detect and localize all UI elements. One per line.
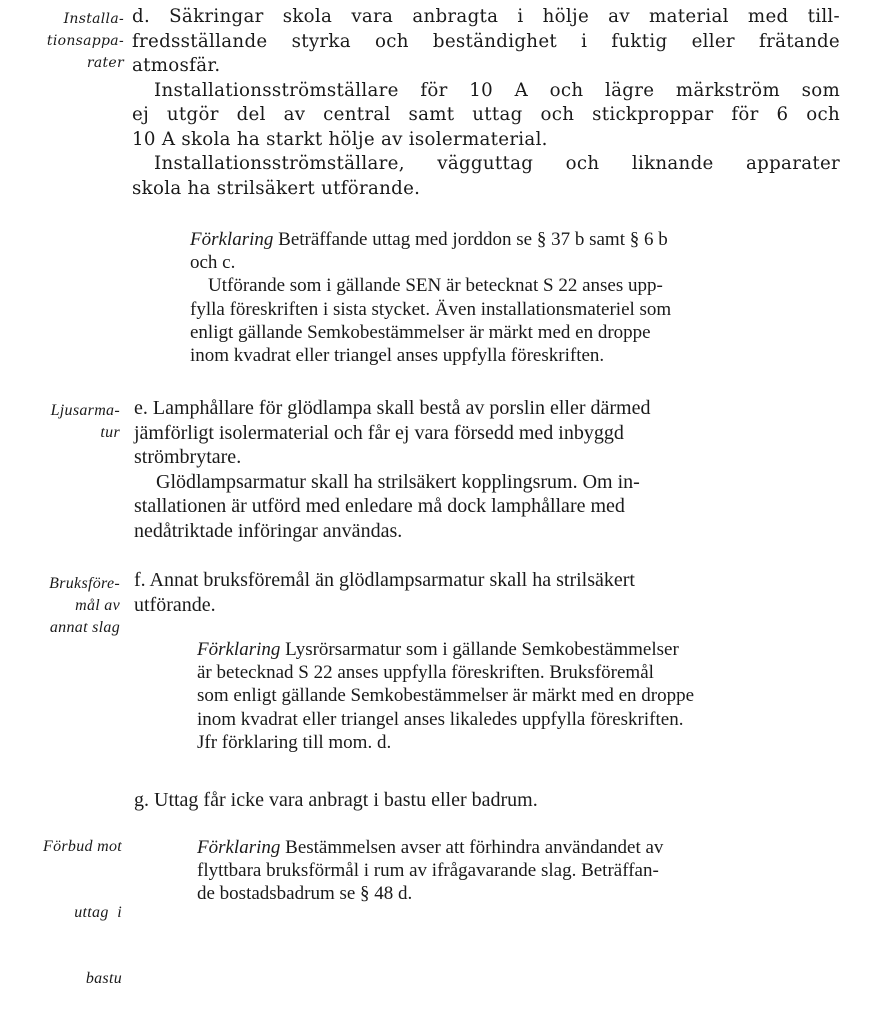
text-line: nedåtriktade införingar användas. xyxy=(134,519,403,542)
margin-note-line: mål av xyxy=(75,597,120,614)
text-line xyxy=(132,5,840,30)
text-line: Glödlampsarmatur skall ha strilsäkert kopplingsrum. Om in- xyxy=(156,470,640,493)
text-line: enligt gällande Semkobestämmelser är märkt med en droppe xyxy=(190,321,651,343)
text-line: atmosfär. xyxy=(132,55,221,76)
margin-note-line: Förbud mot xyxy=(43,838,122,855)
text-line xyxy=(197,638,847,661)
text-line xyxy=(197,836,847,859)
margin-note-line: Installa- xyxy=(63,11,124,27)
text-line: g. Uttag får icke vara anbragt i bastu eller badrum. xyxy=(134,789,538,811)
text-line xyxy=(132,30,840,55)
text-line: de bostadsbadrum se § 48 d. xyxy=(197,883,413,905)
text-line: inom kvadrat eller triangel anses uppfylla föreskriften. xyxy=(190,345,605,367)
text-line: inom kvadrat eller triangel anses likaledes uppfylla föreskriften. xyxy=(197,708,684,730)
section-d-text xyxy=(132,5,840,201)
margin-note-forbud-mot-uttag xyxy=(0,792,122,1012)
text-line: Installationsströmställare, vägguttag och liknande apparater xyxy=(154,153,840,174)
text-line-content: Beträffande uttag med jorddon se § 37 b samt § 6 b xyxy=(273,229,668,250)
text-line: utförande. xyxy=(134,593,216,616)
section-f-text xyxy=(134,568,846,617)
section-d-explanation xyxy=(190,228,840,367)
text-line: f. Annat bruksföremål än glödlampsarmatur skall ha strilsäkert xyxy=(134,569,635,591)
text-line: strömbrytare. xyxy=(134,446,242,469)
margin-note-line: tur xyxy=(100,424,120,441)
text-line: Installationsströmställare för 10 A och lägre märkström som xyxy=(154,79,840,101)
text-line: skola ha strilsäkert utförande. xyxy=(132,177,421,199)
text-line: ej utgör del av central samt uttag och stickproppar för 6 och xyxy=(132,104,840,125)
text-line: stallationen är utförd med enledare må dock lamphållare med xyxy=(134,495,625,518)
margin-note-line: rater xyxy=(86,55,124,71)
margin-note-line: bastu xyxy=(85,970,122,987)
text-line: som enligt gällande Semkobestämmelser är märkt med en droppe xyxy=(197,685,695,707)
margin-note-line: tionsappa- xyxy=(46,33,124,49)
text-line: e. Lamphållare för glödlampa skall bestå av porslin eller därmed xyxy=(134,397,651,419)
margin-note-line: uttag i xyxy=(74,904,122,921)
text-line: Utförande som i gällande SEN är betecknat S 22 anses upp- xyxy=(208,275,663,297)
text-line: jämförligt isolermaterial och får ej vara försedd med inbyggd xyxy=(134,421,624,444)
section-g-explanation xyxy=(197,836,847,906)
text-line: 10 A skola ha starkt hölje av isolermaterial. xyxy=(132,128,548,150)
margin-note-ljusarmatur xyxy=(0,400,120,444)
text-line: flyttbara bruksförmål i rum av ifrågavarande slag. Beträffan- xyxy=(197,860,659,882)
explanation-label: Förklaring xyxy=(197,837,281,858)
margin-note-line: Bruksföre- xyxy=(49,575,120,592)
text-line: och c. xyxy=(190,252,236,274)
section-e-text xyxy=(134,396,846,544)
margin-note-bruksforemal xyxy=(0,573,120,639)
margin-note-line: annat slag xyxy=(49,619,120,636)
text-line: fylla föreskriften i sista stycket. Även installationsmateriel som xyxy=(190,298,672,320)
text-line-content: fredsställande styrka och beständighet i fuktig eller frätande xyxy=(132,30,840,52)
margin-note-line: Ljusarma- xyxy=(50,402,120,419)
text-line-content: Bestämmelsen avser att förhindra användandet av xyxy=(280,837,664,858)
text-line: är betecknad S 22 anses uppfylla föreskriften. Bruksföremål xyxy=(197,662,654,684)
text-line-content: Lysrörsarmatur som i gällande Semkobestämmelser xyxy=(280,639,679,660)
section-f-explanation xyxy=(197,638,847,754)
explanation-label: Förklaring xyxy=(197,639,281,660)
explanation-label: Förklaring xyxy=(190,229,274,250)
text-line: Jfr förklaring till mom. d. xyxy=(197,731,392,753)
margin-note-installationsapparater xyxy=(0,8,124,74)
section-g-text xyxy=(134,788,846,813)
text-line xyxy=(190,228,840,251)
text-line-content: d. Säkringar skola vara anbragta i hölje av material med till- xyxy=(132,6,840,27)
